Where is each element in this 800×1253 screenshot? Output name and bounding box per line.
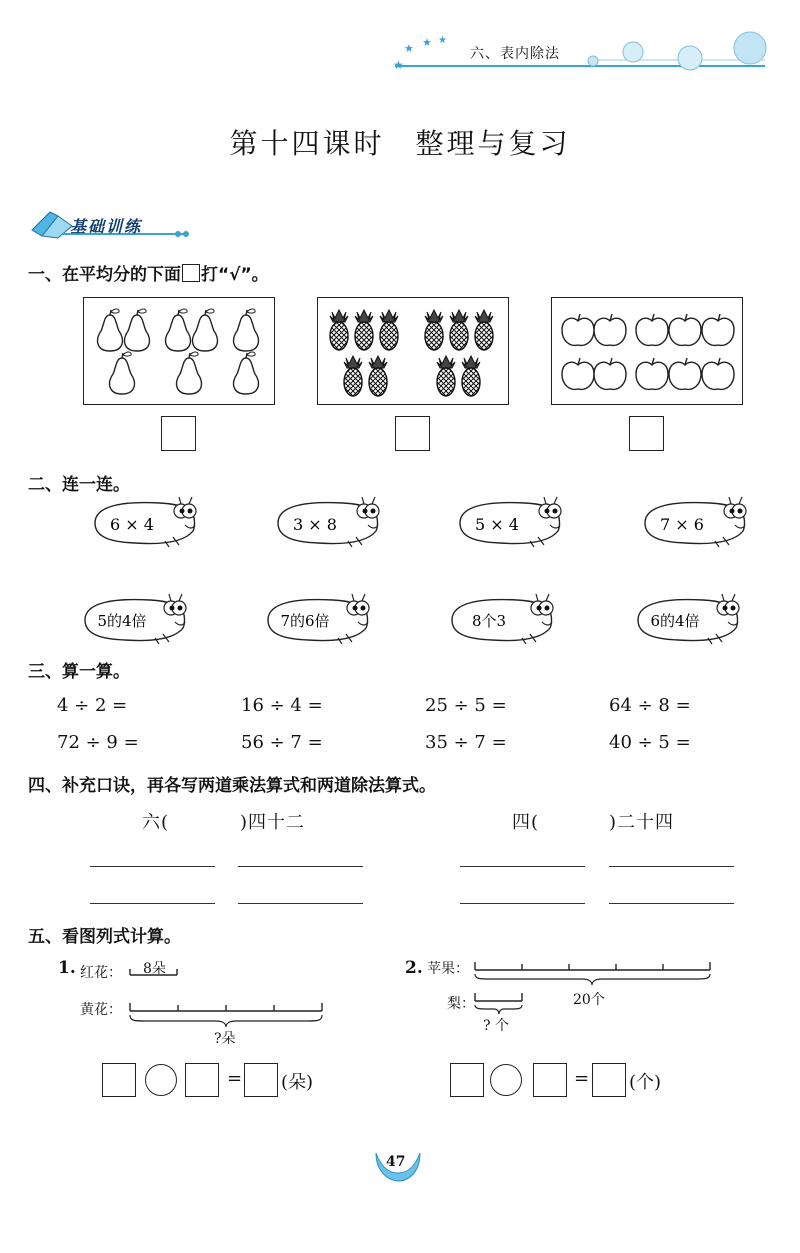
write-line-1[interactable] [90,866,215,867]
bottom-fish-label-3: 8个3 [471,612,507,630]
header-decoration [390,30,780,75]
pear-question: ? 个 [483,1018,509,1034]
page-title: 第十四课时 整理与复习 [229,127,571,160]
q3-title: 三、算一算。 [28,662,130,682]
write-line-3[interactable] [460,866,585,867]
eq2-equals: = [574,1068,590,1089]
q1-title-prefix: 一、在平均分的下面 [28,265,181,285]
red-flower-count: 8朵 [143,961,166,977]
svg-text:★: ★ [438,35,447,46]
problem-1-number: 1. [58,958,76,978]
top-fish-label-1: 6 × 4 [110,515,154,534]
q4-title: 四、补充口诀，再各写两道乘法算式和两道除法算式。 [28,776,436,796]
calc-7: 35 ÷ 7 = [425,732,507,753]
basic-training-label: 基础训练 [70,217,143,236]
eq2-result-box[interactable] [592,1063,626,1097]
q1-title-suffix: 打“√”。 [201,265,269,285]
write-line-5[interactable] [90,903,215,904]
calc-5: 72 ÷ 9 = [57,732,139,753]
answer-box-3[interactable] [629,416,664,451]
answer-box-1[interactable] [161,416,196,451]
q1-title [28,260,269,285]
calc-8: 40 ÷ 5 = [609,732,691,753]
calc-4: 64 ÷ 8 = [609,695,691,716]
eq1-result-box[interactable] [244,1063,278,1097]
flower-question: ?朵 [214,1031,236,1047]
page-number: 47 [386,1154,406,1170]
apple-picture-box [551,297,743,405]
pear-label: 梨： [447,996,475,1012]
eq1-box-2[interactable] [185,1063,219,1097]
svg-text:★: ★ [393,58,404,72]
problem-2-number: 2. [405,958,423,978]
eq1-operator-circle[interactable] [145,1064,177,1096]
svg-text:★: ★ [404,42,414,55]
mnemonic-right-start: 四( [512,812,540,833]
q2-title: 二、连一连。 [28,475,130,495]
write-line-2[interactable] [238,866,363,867]
eq1-box-1[interactable] [102,1063,136,1097]
mnemonic-right-end: )二十四 [609,812,675,833]
bottom-fish-label-2: 7的6倍 [280,612,330,630]
eq1-equals: = [227,1068,243,1089]
chapter-header: 六、表内除法 [470,46,560,62]
pineapple-group [318,298,508,404]
calc-2: 16 ÷ 4 = [241,695,323,716]
mnemonic-left-start: 六( [142,812,170,833]
bottom-fish-label-1: 5的4倍 [97,612,147,630]
calc-1: 4 ÷ 2 = [57,695,128,716]
eq1-unit: (朵) [281,1072,314,1093]
top-fish-label-4: 7 × 6 [660,515,704,534]
mnemonic-left-end: )四十二 [240,812,306,833]
calc-3: 25 ÷ 5 = [425,695,507,716]
top-fish-label-3: 5 × 4 [475,515,519,534]
apple-label: 苹果： [427,961,469,977]
yellow-flower-label: 黄花： [80,1002,122,1018]
write-line-7[interactable] [460,903,585,904]
eq2-operator-circle[interactable] [490,1064,522,1096]
write-line-6[interactable] [238,903,363,904]
write-line-4[interactable] [609,866,734,867]
answer-box-2[interactable] [395,416,430,451]
bottom-fish-label-4: 6的4倍 [650,612,700,630]
pineapple-picture-box [317,297,509,405]
top-fish-label-2: 3 × 8 [293,515,337,534]
apple-total: 20个 [573,992,605,1008]
red-flower-label: 红花： [80,965,122,981]
q5-title: 五、看图列式计算。 [28,927,181,947]
eq2-box-1[interactable] [450,1063,484,1097]
checkbox-symbol [182,264,200,282]
calc-6: 56 ÷ 7 = [241,732,323,753]
write-line-8[interactable] [609,903,734,904]
pear-group [84,298,274,404]
eq2-unit: (个) [629,1072,662,1093]
pear-picture-box [83,297,275,405]
svg-text:★: ★ [422,36,432,49]
apple-group [552,298,742,404]
match-fish-area [0,495,800,645]
eq2-box-2[interactable] [533,1063,567,1097]
